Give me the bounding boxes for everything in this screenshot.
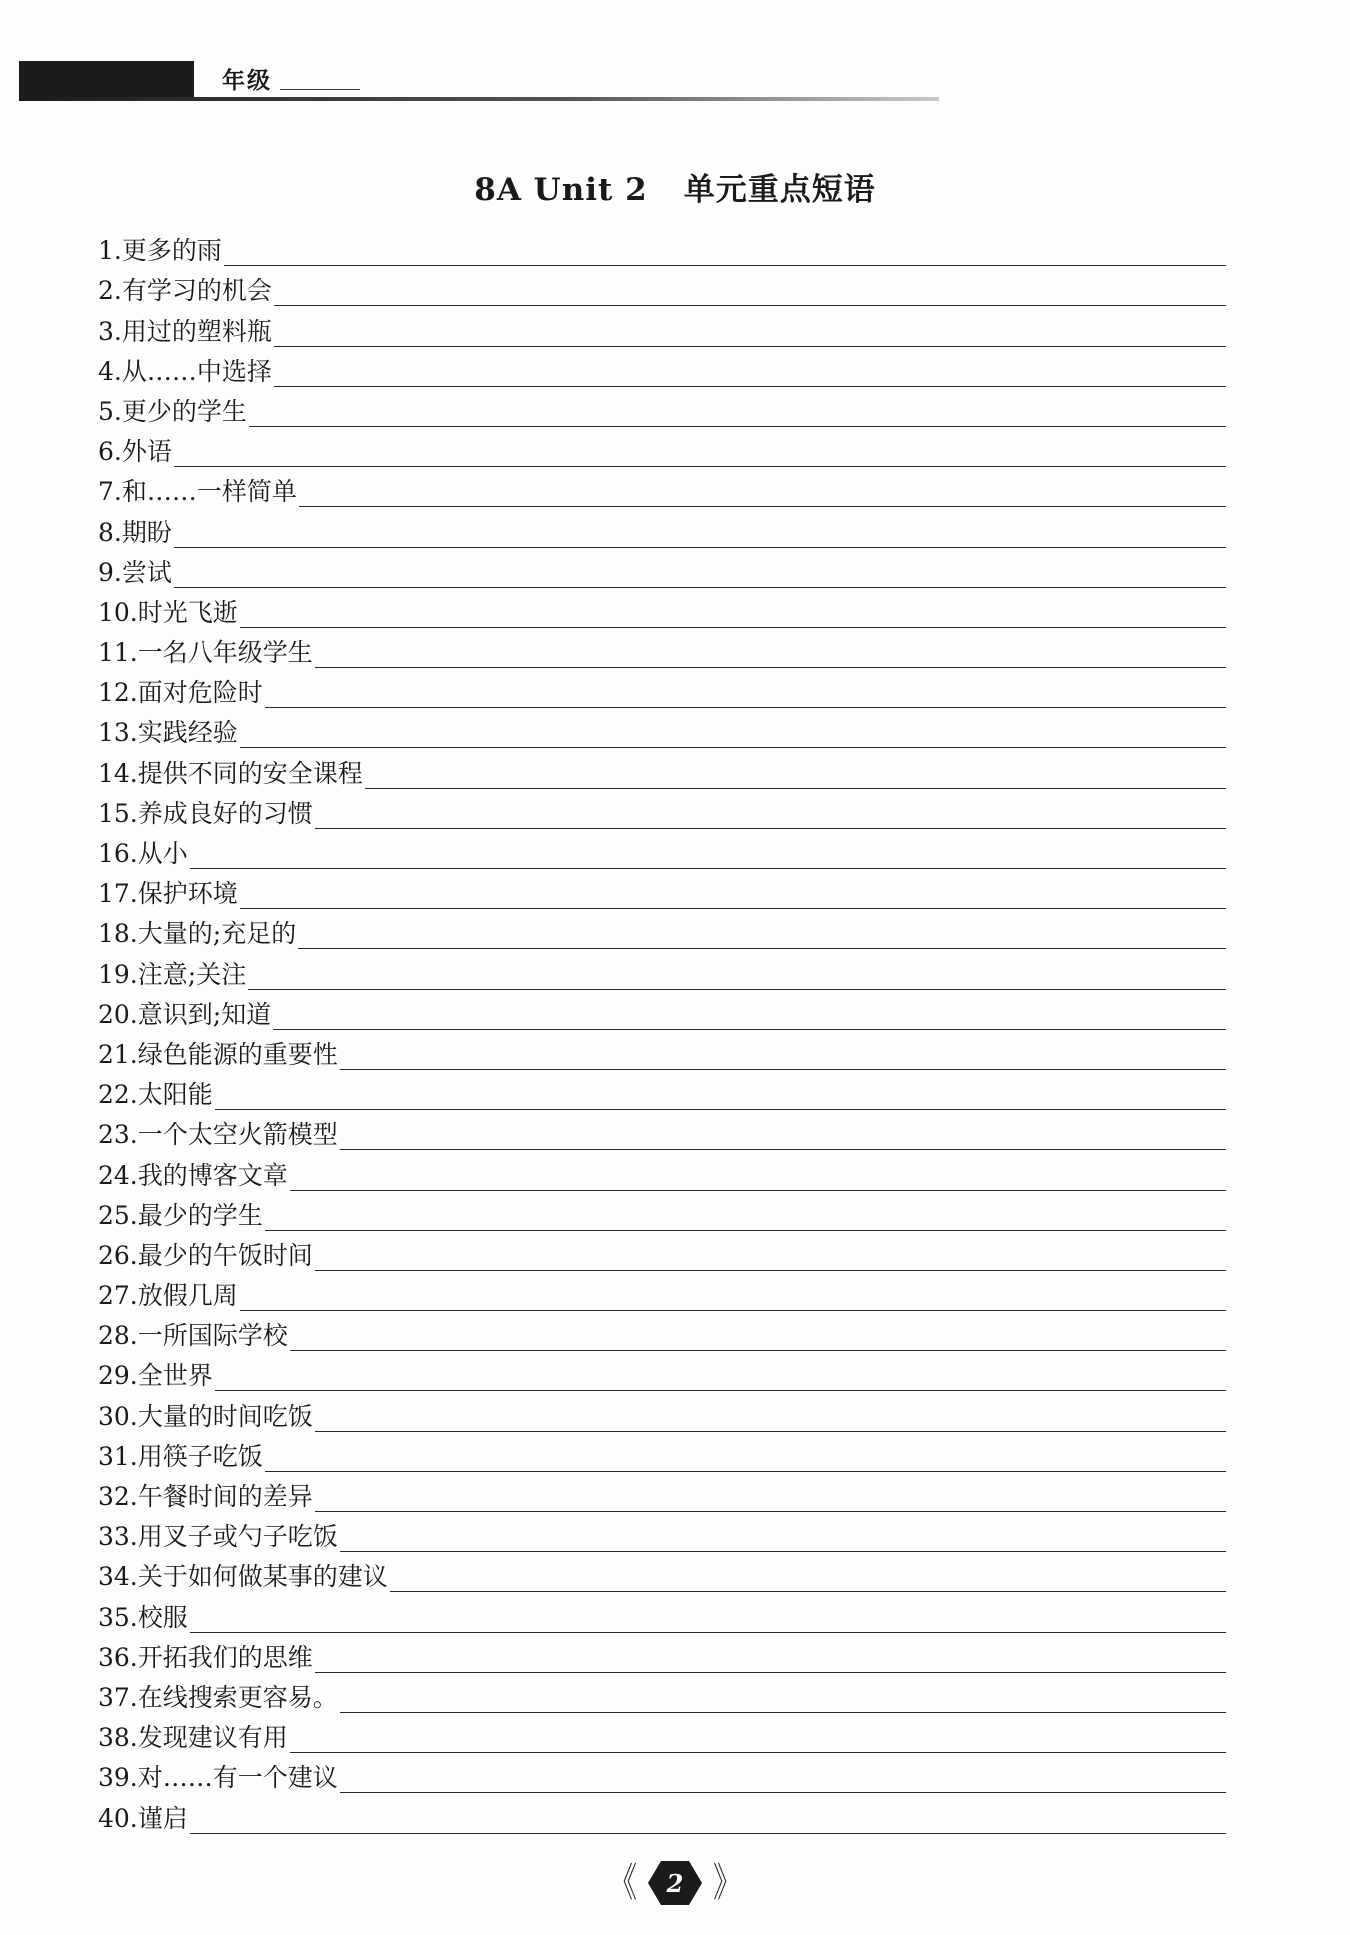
answer-blank[interactable]: [290, 1326, 1226, 1351]
item-phrase: 外语: [121, 437, 172, 467]
answer-blank[interactable]: [315, 1407, 1226, 1432]
list-item: [98, 1030, 1226, 1070]
list-item: [98, 1110, 1226, 1150]
item-phrase: 更多的雨: [121, 236, 222, 266]
answer-blank[interactable]: [315, 1246, 1226, 1271]
item-number: 11.: [98, 638, 138, 668]
item-phrase: 从……中选择: [121, 356, 272, 386]
item-number: 33.: [98, 1522, 138, 1552]
list-item: [98, 1271, 1226, 1311]
answer-blank[interactable]: [390, 1567, 1226, 1592]
answer-blank[interactable]: [340, 1688, 1226, 1713]
item-phrase: 和……一样简单: [121, 477, 297, 507]
item-phrase: 关于如何做某事的建议: [137, 1562, 388, 1592]
list-item: [98, 1753, 1226, 1793]
item-phrase: 最少的午饭时间: [137, 1240, 313, 1270]
answer-blank[interactable]: [265, 1206, 1226, 1231]
item-phrase: 用筷子吃饭: [137, 1441, 263, 1471]
item-number: 23.: [98, 1120, 138, 1150]
list-item: [98, 1150, 1226, 1190]
answer-blank[interactable]: [249, 402, 1226, 427]
list-item: [98, 507, 1226, 547]
answer-blank[interactable]: [274, 362, 1226, 387]
item-number: 10.: [98, 597, 138, 627]
item-phrase: 更少的学生: [121, 396, 247, 426]
item-number: 28.: [98, 1321, 138, 1351]
item-number: 22.: [98, 1080, 138, 1110]
item-number: 18.: [98, 919, 138, 949]
answer-blank[interactable]: [190, 844, 1226, 869]
item-phrase: 太阳能: [137, 1080, 213, 1110]
item-number: 31.: [98, 1441, 138, 1471]
page-number: 2: [666, 1868, 684, 1898]
item-phrase: 一个太空火箭模型: [137, 1120, 338, 1150]
list-item: [98, 949, 1226, 989]
list-item: [98, 266, 1226, 306]
item-number: 17.: [98, 879, 138, 909]
answer-blank[interactable]: [340, 1125, 1226, 1150]
list-item: [98, 427, 1226, 467]
list-item: [98, 668, 1226, 708]
item-phrase: 最少的学生: [137, 1200, 263, 1230]
list-item: [98, 1673, 1226, 1713]
list-item: [98, 1633, 1226, 1673]
item-phrase: 有学习的机会: [121, 276, 272, 306]
answer-blank[interactable]: [240, 603, 1226, 628]
page-title: [0, 164, 1350, 209]
answer-blank[interactable]: [215, 1085, 1226, 1110]
list-item: [98, 1793, 1226, 1833]
list-item: [98, 1713, 1226, 1753]
item-phrase: 谨启: [137, 1803, 188, 1833]
answer-blank[interactable]: [340, 1768, 1226, 1793]
item-phrase: 全世界: [137, 1361, 213, 1391]
answer-blank[interactable]: [340, 1045, 1226, 1070]
list-item: [98, 1311, 1226, 1351]
list-item: [98, 1070, 1226, 1110]
item-phrase: 养成良好的习惯: [137, 798, 313, 828]
item-phrase: 尝试: [121, 557, 172, 587]
answer-blank[interactable]: [290, 1728, 1226, 1753]
item-phrase: 绿色能源的重要性: [137, 1039, 338, 1069]
answer-blank[interactable]: [174, 523, 1226, 548]
list-item: [98, 467, 1226, 507]
answer-blank[interactable]: [224, 241, 1226, 266]
phrase-list: [98, 226, 1226, 1834]
item-phrase: 大量的;充足的: [137, 919, 297, 949]
list-item: [98, 1432, 1226, 1472]
item-number: 26.: [98, 1240, 138, 1270]
item-phrase: 在线搜索更容易。: [137, 1682, 338, 1712]
answer-blank[interactable]: [240, 884, 1226, 909]
list-item: [98, 347, 1226, 387]
answer-blank[interactable]: [299, 482, 1226, 507]
item-phrase: 意识到;知道: [137, 999, 272, 1029]
item-number: 25.: [98, 1200, 138, 1230]
item-number: 19.: [98, 959, 138, 989]
list-item: [98, 1391, 1226, 1431]
item-phrase: 一所国际学校: [137, 1321, 288, 1351]
item-number: 16.: [98, 839, 138, 868]
item-phrase: 午餐时间的差异: [137, 1482, 313, 1511]
item-phrase: 期盼: [121, 517, 172, 547]
item-number: 36.: [98, 1642, 138, 1672]
title-unit: 8A Unit 2: [474, 172, 648, 208]
answer-blank[interactable]: [273, 1005, 1226, 1030]
item-phrase: 校服: [137, 1602, 188, 1632]
item-number: 27.: [98, 1281, 138, 1311]
page-number-badge: [647, 1859, 703, 1907]
left-chevron-icon: 《: [609, 1860, 637, 1906]
list-item: [98, 789, 1226, 829]
item-phrase: 用叉子或勺子吃饭: [137, 1522, 338, 1552]
list-item: [98, 1351, 1226, 1391]
answer-blank[interactable]: [240, 1286, 1226, 1311]
item-number: 3.: [98, 316, 122, 346]
item-phrase: 大量的时间吃饭: [137, 1401, 313, 1431]
item-number: 5.: [98, 396, 122, 426]
item-number: 4.: [98, 356, 122, 386]
item-number: 29.: [98, 1361, 138, 1391]
answer-blank[interactable]: [190, 1809, 1226, 1834]
page-footer: [0, 1858, 1350, 1908]
item-phrase: 面对危险时: [137, 678, 263, 708]
item-phrase: 一名八年级学生: [137, 638, 313, 668]
right-chevron-icon: 》: [713, 1860, 741, 1906]
answer-blank[interactable]: [240, 723, 1226, 748]
item-number: 35.: [98, 1602, 138, 1632]
answer-blank[interactable]: [315, 804, 1226, 829]
item-phrase: 提供不同的安全课程: [137, 758, 363, 788]
item-number: 21.: [98, 1039, 138, 1069]
list-item: [98, 1592, 1226, 1632]
item-number: 34.: [98, 1562, 138, 1592]
answer-blank[interactable]: [248, 965, 1226, 990]
item-phrase: 我的博客文章: [137, 1160, 288, 1190]
item-number: 9.: [98, 557, 122, 587]
item-phrase: 实践经验: [137, 718, 238, 748]
list-item: [98, 1231, 1226, 1271]
item-number: 32.: [98, 1482, 138, 1511]
list-item: [98, 306, 1226, 346]
item-number: 15.: [98, 798, 138, 828]
answer-blank[interactable]: [340, 1527, 1226, 1552]
answer-blank[interactable]: [315, 1648, 1226, 1673]
list-item: [98, 226, 1226, 266]
item-number: 14.: [98, 758, 138, 788]
grade-label: 年级: [222, 67, 272, 94]
item-number: 8.: [98, 517, 122, 547]
item-number: 39.: [98, 1763, 138, 1793]
item-phrase: 时光飞逝: [137, 597, 238, 627]
item-number: 1.: [98, 236, 122, 266]
answer-blank[interactable]: [365, 764, 1226, 789]
answer-blank[interactable]: [290, 1166, 1226, 1191]
item-phrase: 对……有一个建议: [137, 1763, 338, 1793]
answer-blank[interactable]: [274, 322, 1226, 347]
answer-blank[interactable]: [315, 643, 1226, 668]
list-item: [98, 990, 1226, 1030]
list-item: [98, 829, 1226, 869]
answer-blank[interactable]: [174, 442, 1226, 467]
item-phrase: 保护环境: [137, 879, 238, 909]
item-number: 38.: [98, 1723, 138, 1753]
item-number: 37.: [98, 1682, 138, 1712]
item-phrase: 发现建议有用: [137, 1723, 288, 1753]
item-number: 12.: [98, 678, 138, 708]
item-number: 24.: [98, 1160, 138, 1190]
item-phrase: 用过的塑料瓶: [121, 316, 272, 346]
list-item: [98, 588, 1226, 628]
item-number: 20.: [98, 999, 138, 1029]
item-phrase: 放假几周: [137, 1281, 238, 1311]
item-number: 2.: [98, 276, 122, 306]
title-heading: 单元重点短语: [683, 172, 876, 208]
answer-blank[interactable]: [265, 1447, 1226, 1472]
item-number: 30.: [98, 1401, 138, 1431]
list-item: [98, 909, 1226, 949]
grade-blank-line: [280, 89, 360, 90]
answer-blank[interactable]: [298, 924, 1226, 949]
item-number: 7.: [98, 477, 122, 507]
answer-blank[interactable]: [215, 1366, 1226, 1391]
list-item: [98, 748, 1226, 788]
list-item: [98, 1512, 1226, 1552]
list-item: [98, 1191, 1226, 1231]
list-item: [98, 1552, 1226, 1592]
answer-blank[interactable]: [274, 281, 1226, 306]
item-phrase: 注意;关注: [137, 959, 247, 989]
list-item: [98, 628, 1226, 668]
header-black-bar: [19, 61, 194, 97]
answer-blank[interactable]: [265, 683, 1226, 708]
item-number: 40.: [98, 1803, 138, 1833]
item-phrase: 从小: [137, 839, 188, 868]
item-number: 13.: [98, 718, 138, 748]
list-item: [98, 548, 1226, 588]
list-item: [98, 869, 1226, 909]
list-item: [98, 387, 1226, 427]
header-rule: [19, 97, 939, 101]
item-number: 6.: [98, 437, 122, 467]
answer-blank[interactable]: [315, 1487, 1226, 1512]
answer-blank[interactable]: [190, 1608, 1226, 1633]
list-item: [98, 1472, 1226, 1512]
list-item: [98, 708, 1226, 748]
item-phrase: 开拓我们的思维: [137, 1642, 313, 1672]
answer-blank[interactable]: [174, 563, 1226, 588]
